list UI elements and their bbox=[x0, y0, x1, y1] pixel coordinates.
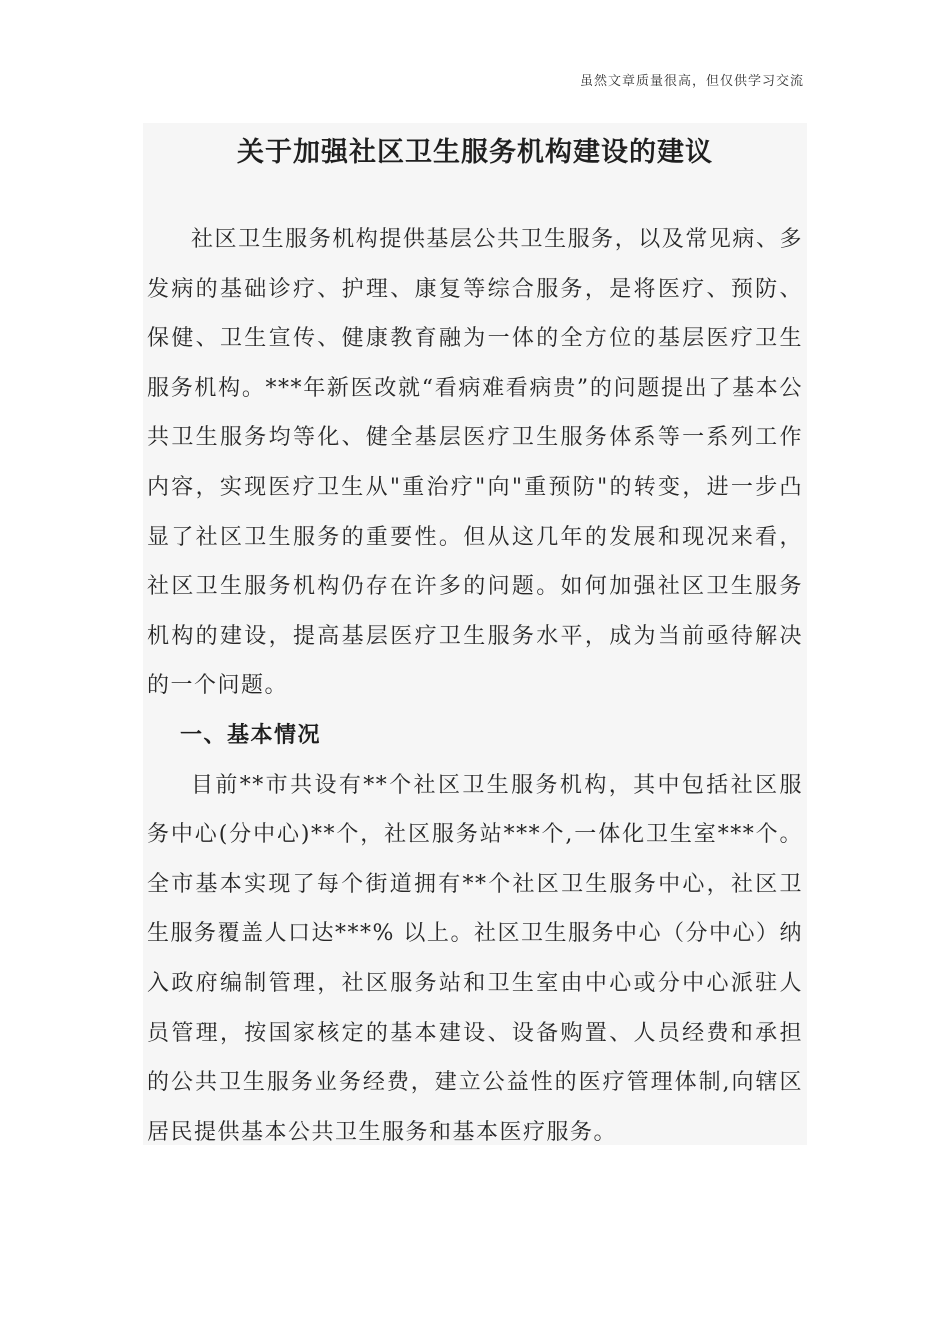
header-note: 虽然文章质量很高，但仅供学习交流 bbox=[579, 74, 804, 89]
section-heading: 一、基本情况 bbox=[180, 721, 322, 748]
document-title: 关于加强社区卫生服务机构建设的建议 bbox=[237, 137, 713, 168]
section-paragraph: 目前**市共设有**个社区卫生服务机构，其中包括社区服务中心(分中心)**个，社区服务站***个,一体化卫生室***个。全市基本实现了每个街道拥有**个社区卫生服务中心，社区卫生服务覆盖人口达***% 以上。社区卫生服务中心（分中心）纳入政府编制管理，社区服务站和卫生室由中心或分中心派驻人员管理，按国家核定的基本建设、设备购置、人员经费和承担的公共卫生服务业务经费，建立公益性的医疗管理体制,向辖区居民提供基本公共卫生服务和基本医疗服务。 bbox=[147, 772, 803, 1145]
document-body bbox=[143, 123, 807, 1145]
intro-paragraph: 社区卫生服务机构提供基层公共卫生服务，以及常见病、多发病的基础诊疗、护理、康复等综合服务，是将医疗、预防、保健、卫生宣传、健康教育融为一体的全方位的基层医疗卫生服务机构。***年新医改就“看病难看病贵”的问题提出了基本公共卫生服务均等化、健全基层医疗卫生服务体系等一系列工作内容，实现医疗卫生从"重治疗"向"重预防"的转变，进一步凸显了社区卫生服务的重要性。但从这几年的发展和现况来看，社区卫生服务机构仍存在许多的问题。如何加强社区卫生服务机构的建设，提高基层医疗卫生服务水平，成为当前亟待解决的一个问题。 bbox=[147, 227, 803, 699]
